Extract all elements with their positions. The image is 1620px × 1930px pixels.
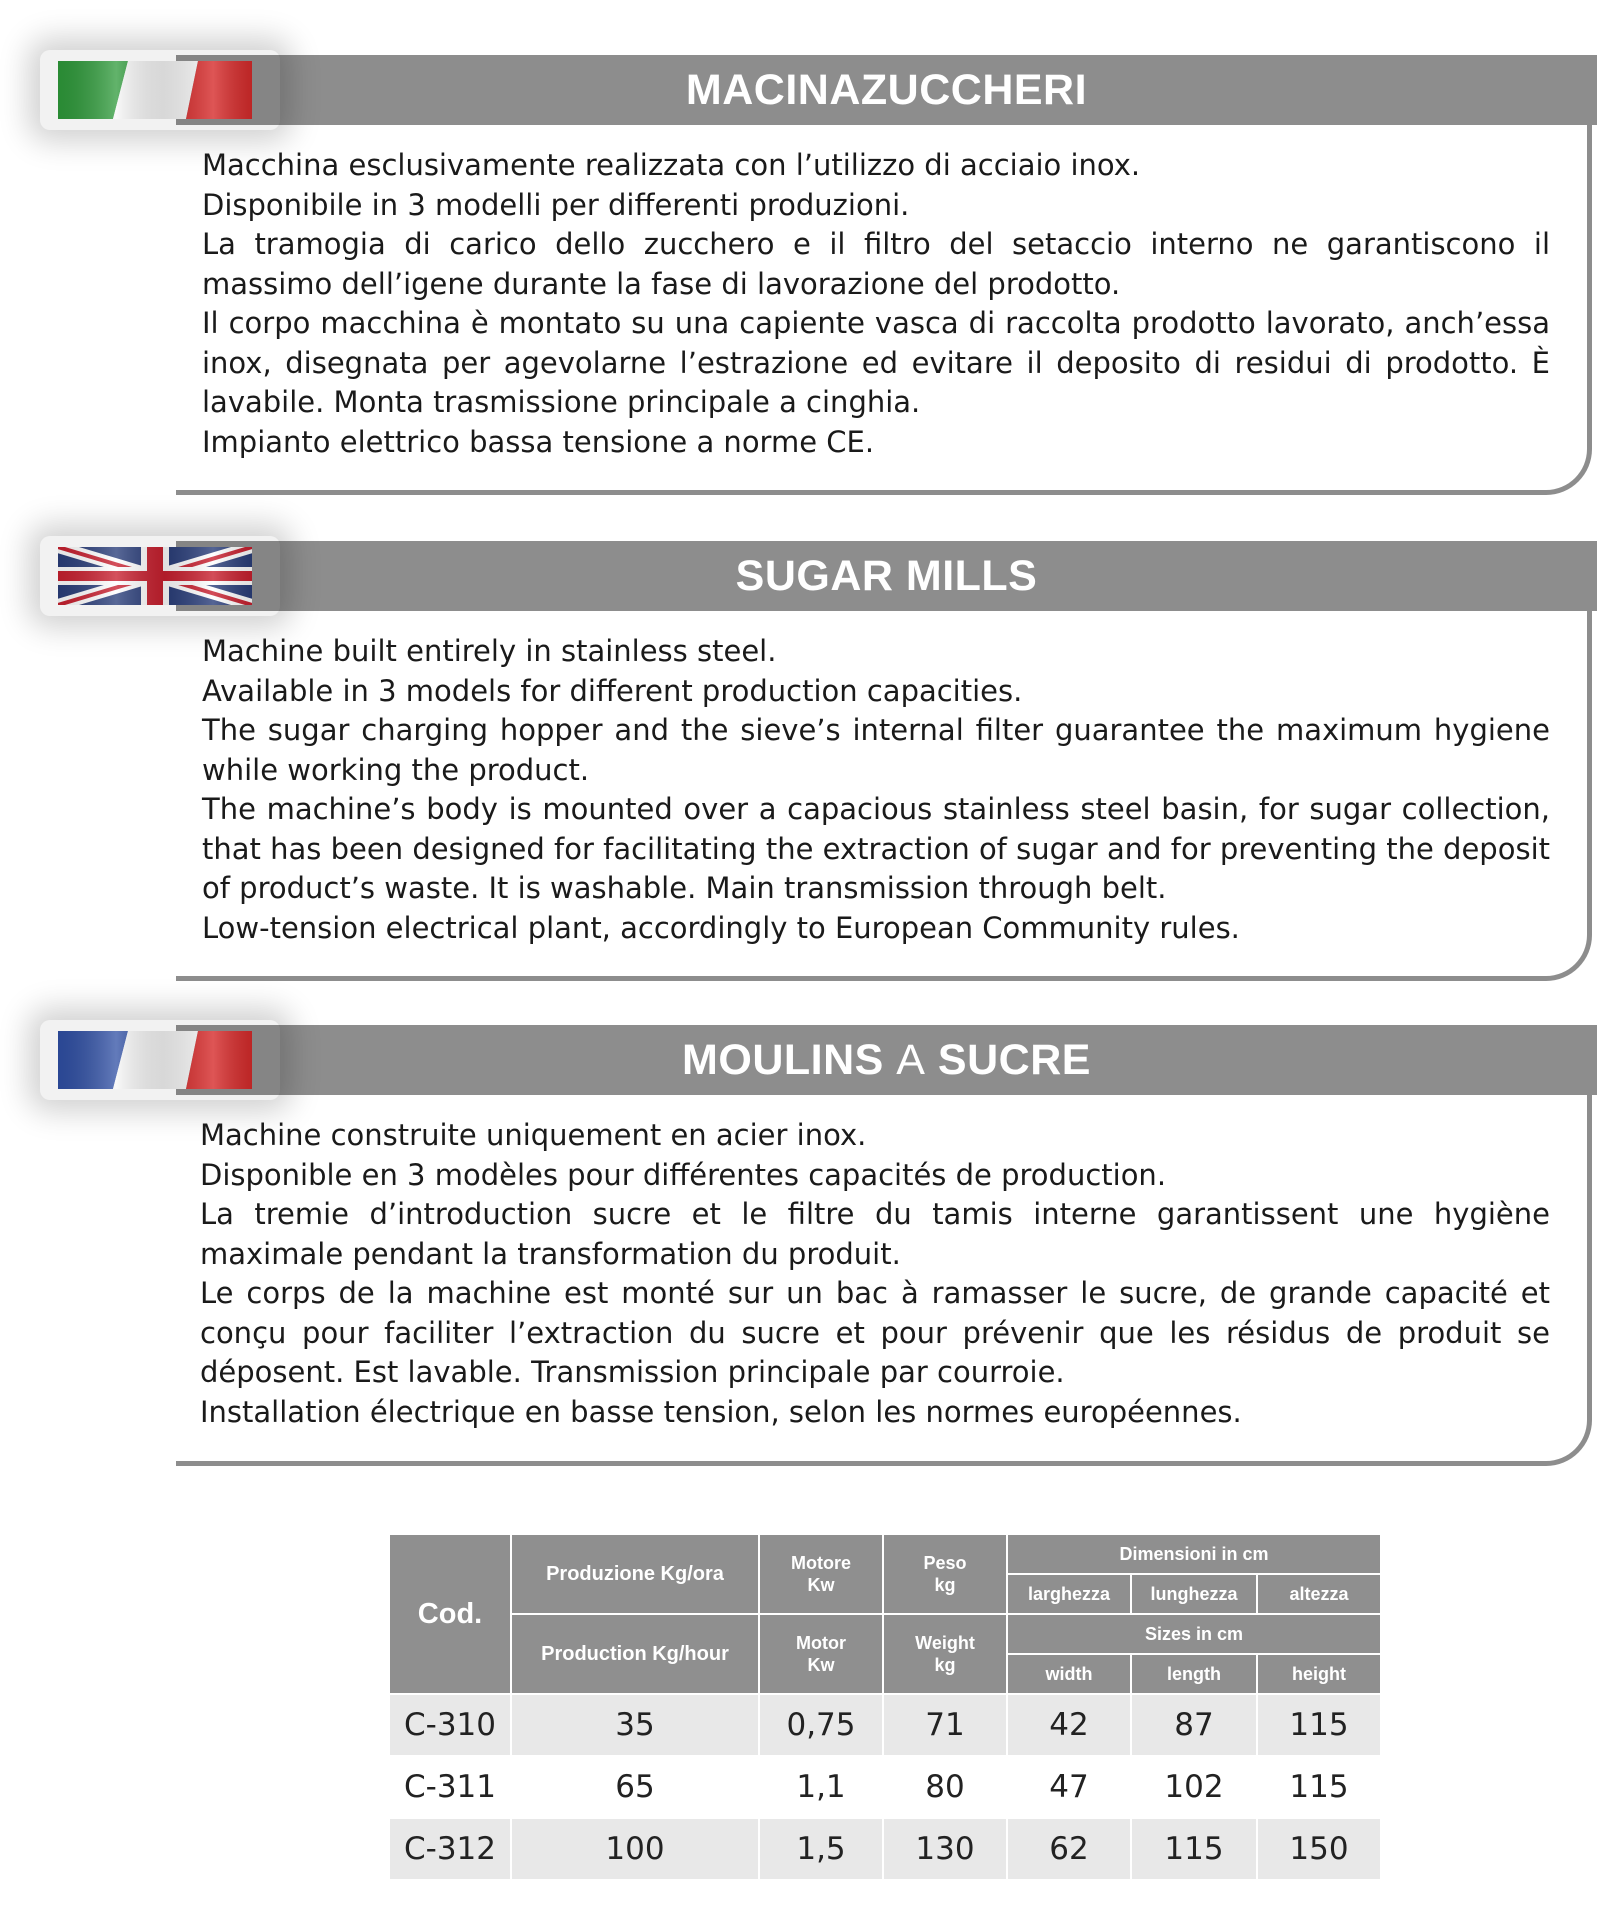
cell-production: 100 <box>512 1819 758 1879</box>
section-title: SUGAR MILLS <box>735 552 1038 600</box>
section-title: MACINAZUCCHERI <box>685 66 1088 114</box>
header-motor-en: Motor Kw <box>760 1615 882 1693</box>
paragraph: Machine built entirely in stainless steel. <box>202 634 777 668</box>
italy-flag-icon <box>58 61 252 119</box>
cell-width: 62 <box>1008 1819 1130 1879</box>
cell-motor: 0,75 <box>760 1695 882 1755</box>
uk-flag-icon <box>58 547 252 605</box>
paragraph: Installation électrique en basse tension, selon les normes européennes. <box>200 1394 1242 1429</box>
header-weight-it: Peso kg <box>884 1535 1006 1613</box>
cell-weight: 80 <box>884 1757 1006 1817</box>
cell-height: 150 <box>1258 1819 1380 1879</box>
cell-motor: 1,1 <box>760 1757 882 1817</box>
header-production-it: Produzione Kg/ora <box>512 1535 758 1613</box>
table-row <box>390 1757 1380 1817</box>
paragraph: La tremie d’introduction sucre et le filtre du tamis interne garantissent une hygiène maximale pendant la transformation du produit. <box>200 1197 1550 1271</box>
france-flag-icon <box>58 1031 252 1089</box>
cell-width: 42 <box>1008 1695 1130 1755</box>
paragraph: Macchina esclusivamente realizzata con l’utilizzo di acciaio inox. <box>202 148 1141 182</box>
section-header <box>176 55 1597 125</box>
cell-weight: 71 <box>884 1695 1006 1755</box>
header-height-en: height <box>1258 1655 1380 1693</box>
header-weight-en: Weight kg <box>884 1615 1006 1693</box>
cell-production: 65 <box>512 1757 758 1817</box>
header-cod: Cod. <box>390 1535 510 1693</box>
header-width-it: larghezza <box>1008 1575 1130 1613</box>
cell-code: C-310 <box>390 1695 510 1755</box>
paragraph: Machine construite uniquement en acier inox. <box>200 1118 867 1152</box>
table-row <box>390 1819 1380 1879</box>
section-header <box>176 1025 1597 1095</box>
paragraph: Il corpo macchina è montato su una capiente vasca di raccolta prodotto lavorato, anch’essa inox, disegnata per agevolarne l’estrazione ed evitare il deposito di residui di prodotto. È lavabile. Monta trasmissione principale a cinghia. <box>202 306 1550 419</box>
cell-width: 47 <box>1008 1757 1130 1817</box>
header-height-it: altezza <box>1258 1575 1380 1613</box>
specifications-table <box>388 1533 1382 1881</box>
paragraph: Disponible en 3 modèles pour différentes capacités de production. <box>200 1157 1167 1192</box>
paragraph: Impianto elettrico bassa tensione a norme CE. <box>202 424 875 459</box>
cell-length: 87 <box>1132 1695 1256 1755</box>
paragraph: The machine’s body is mounted over a capacious stainless steel basin, for sugar collection, that has been designed for facilitating the extraction of sugar and for preventing the deposit of product’s waste. It is washable. Main transmission through belt. <box>202 792 1550 905</box>
paragraph: Disponibile in 3 modelli per differenti produzioni. <box>202 187 910 222</box>
paragraph: Available in 3 models for different production capacities. <box>202 673 1023 708</box>
cell-weight: 130 <box>884 1819 1006 1879</box>
section-body <box>200 1116 1550 1432</box>
section-body <box>202 632 1550 948</box>
table-row <box>390 1695 1380 1755</box>
section-header <box>176 541 1597 611</box>
section-body <box>202 146 1550 462</box>
paragraph: La tramogia di carico dello zucchero e il filtro del setaccio interno ne garantiscono il massimo dell’igene durante la fase di lavorazione del prodotto. <box>202 227 1550 301</box>
cell-motor: 1,5 <box>760 1819 882 1879</box>
cell-height: 115 <box>1258 1695 1380 1755</box>
header-dimensions-en: Sizes in cm <box>1008 1615 1380 1653</box>
cell-production: 35 <box>512 1695 758 1755</box>
header-production-en: Production Kg/hour <box>512 1615 758 1693</box>
header-motor-it: Motore Kw <box>760 1535 882 1613</box>
header-width-en: width <box>1008 1655 1130 1693</box>
paragraph: The sugar charging hopper and the sieve’s internal filter guarantee the maximum hygiene while working the product. <box>202 713 1550 787</box>
cell-code: C-312 <box>390 1819 510 1879</box>
header-length-it: lunghezza <box>1132 1575 1256 1613</box>
cell-code: C-311 <box>390 1757 510 1817</box>
paragraph: Le corps de la machine est monté sur un bac à ramasser le sucre, de grande capacité et conçu pour faciliter l’extraction du sucre et pour prévenir que les résidus de produit se déposent. Est lavable. Transmission principale par courroie. <box>200 1276 1550 1389</box>
paragraph: Low-tension electrical plant, accordingly to European Community rules. <box>202 910 1240 945</box>
header-length-en: length <box>1132 1655 1256 1693</box>
header-dimensions-it: Dimensioni in cm <box>1008 1535 1380 1573</box>
cell-length: 115 <box>1132 1819 1256 1879</box>
section-title: MOULINS A SUCRE <box>682 1036 1091 1084</box>
cell-length: 102 <box>1132 1757 1256 1817</box>
cell-height: 115 <box>1258 1757 1380 1817</box>
